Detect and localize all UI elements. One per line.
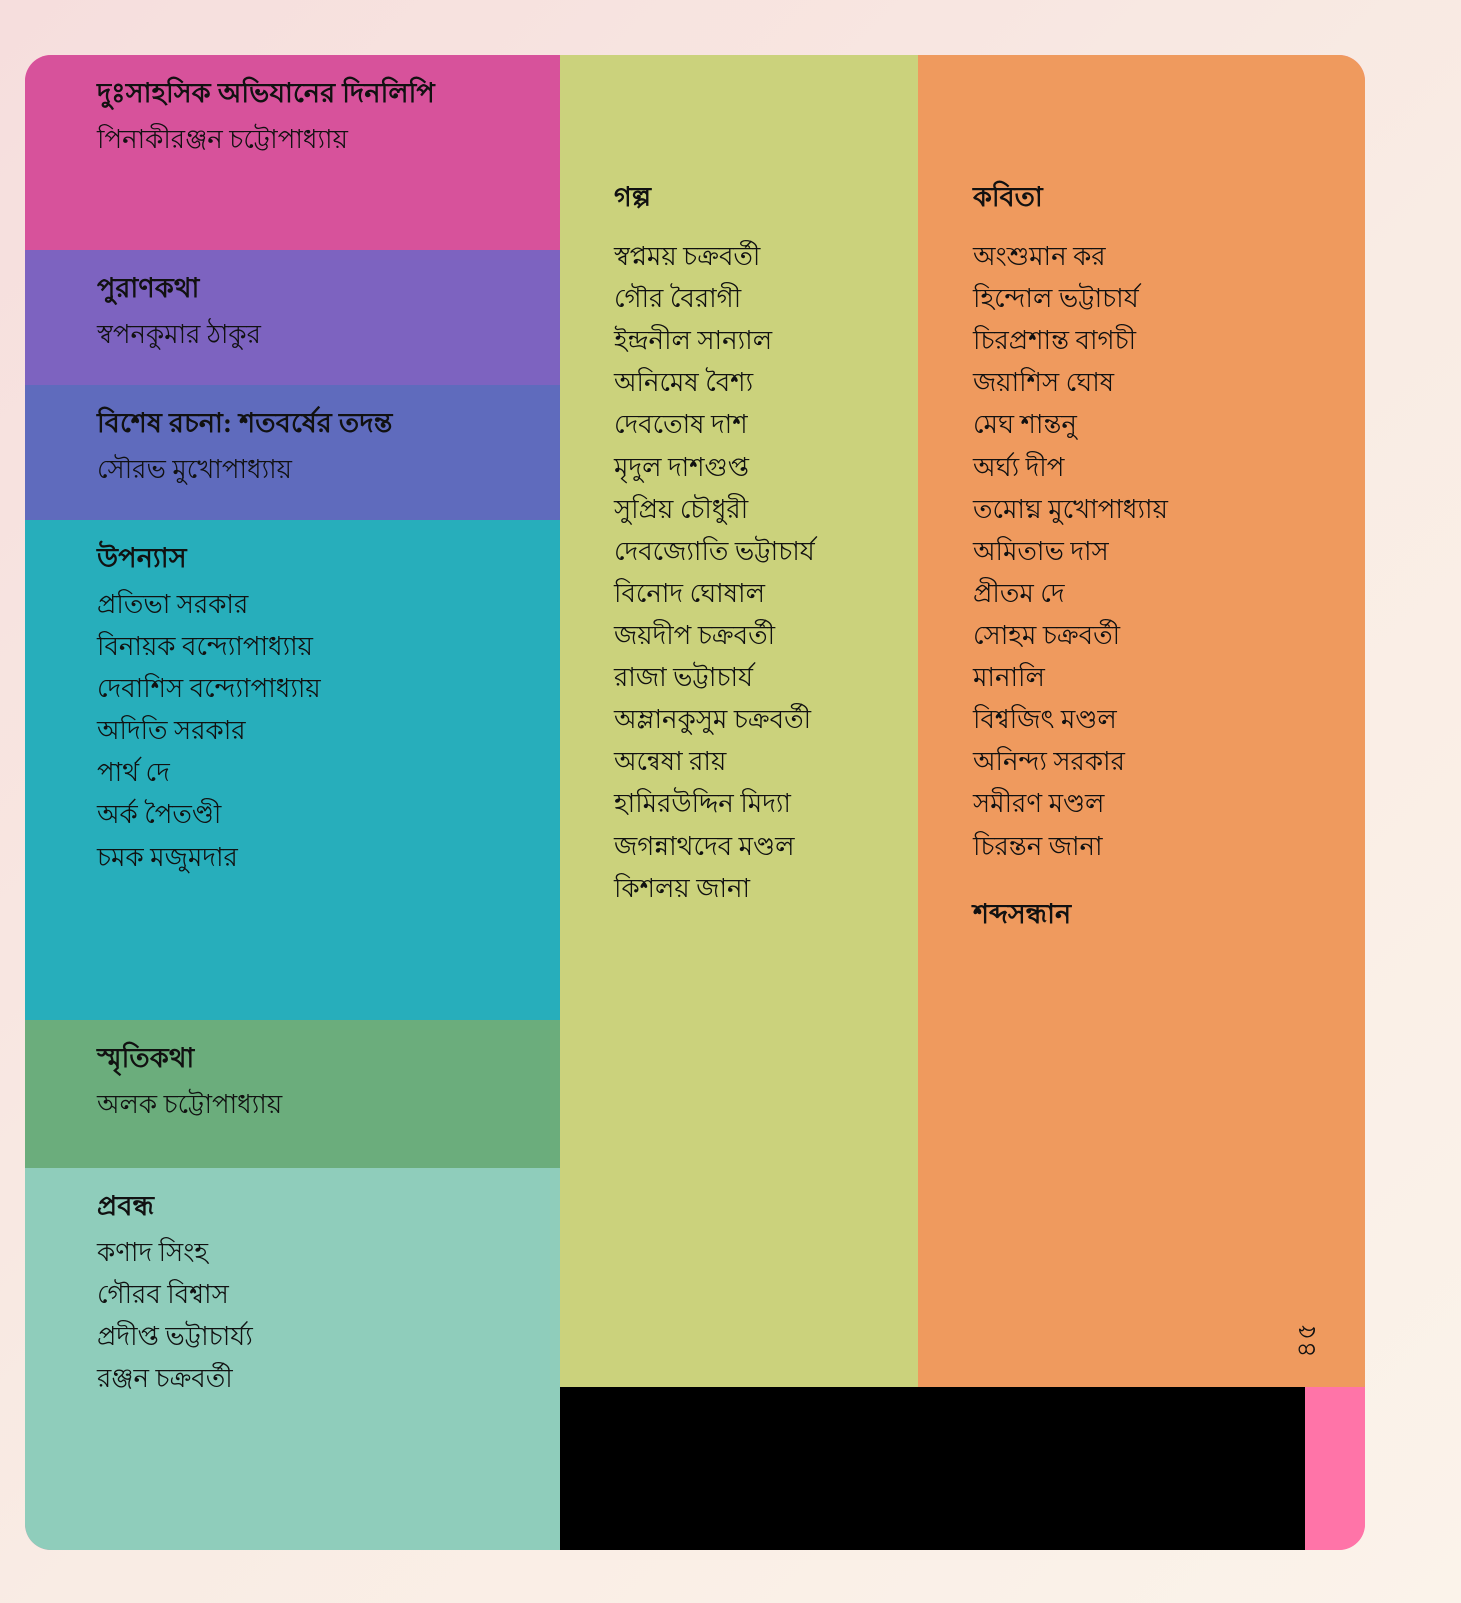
contributor-name: রাজা ভট্টাচার্য (614, 663, 754, 693)
section-heading: পুরাণকথা (97, 273, 200, 303)
section-heading: বিশেষ রচনা: শতবর্ষের তদন্ত (97, 408, 393, 438)
contributor-name: হিন্দোল ভট্টাচার্য (973, 284, 1139, 314)
contributor-name: ইন্দ্রনীল সান্যাল (614, 326, 773, 356)
contributor-name: জগন্নাথদেব মণ্ডল (614, 831, 795, 861)
contributor-name: সমীরণ মণ্ডল (973, 789, 1105, 819)
contributor-name: প্রীতম দে (973, 578, 1065, 608)
contributor-name: অন্বেষা রায় (614, 747, 727, 777)
contributor-name: অর্ঘ্য দীপ (973, 452, 1065, 482)
contributor-name: বিশ্বজিৎ মণ্ডল (973, 705, 1117, 735)
section-dinlipi (25, 55, 560, 250)
contributor-name: প্রদীপ্ত ভট্টাচার্য্য (97, 1322, 253, 1352)
contributor-name: অর্ক পৈতণ্ডী (97, 800, 222, 830)
contributor-name: দেবজ্যোতি ভট্টাচার্য (614, 536, 815, 566)
contributor-name: প্রতিভা সরকার (97, 589, 249, 619)
contributor-name: মৃদুল দাশগুপ্ত (614, 452, 749, 482)
contributor-name: হামিরউদ্দিন মিদ্যা (614, 789, 791, 819)
contributor-name: তমোঘ্ন মুখোপাধ্যায় (973, 494, 1168, 524)
section-kobita (918, 55, 1365, 1387)
section-heading: কবিতা (973, 182, 1043, 212)
contributor-name: স্বপ্নময় চক্রবর্তী (614, 242, 761, 271)
contributor-name: অলক চট্টোপাধ্যায় (97, 1089, 283, 1119)
contributor-name: বিনায়ক বন্দ্যোপাধ্যায় (97, 631, 313, 661)
section-prabandha (25, 1168, 560, 1550)
contributor-name: চিরন্তন জানা (973, 831, 1103, 861)
contributor-name: অমিতাভ দাস (973, 536, 1109, 566)
section-heading: উপন্যাস (97, 543, 187, 573)
contributor-name: চমক মজুমদার (97, 842, 238, 872)
section-uponyas (25, 520, 560, 1020)
contributor-name: গৌরব বিশ্বাস (97, 1279, 229, 1309)
section-heading: স্মৃতিকথা (97, 1043, 195, 1073)
contributor-name: মানালি (973, 663, 1045, 693)
section-heading: গল্প (614, 182, 651, 212)
redacted-area (560, 1387, 1305, 1550)
section-bishesh-rachana (25, 385, 560, 520)
section-heading: দুঃসাহসিক অভিযানের দিনলিপি (97, 78, 435, 108)
contributor-name: অংশুমান কর (973, 242, 1106, 271)
left-column (25, 55, 560, 1550)
page-number: ৪৫ (1292, 1322, 1321, 1358)
contributor-name: সুপ্রিয় চৌধুরী (614, 494, 749, 524)
contributor-name: সোহম চক্রবর্তী (973, 620, 1121, 650)
section-galpo (560, 55, 918, 1387)
contributor-name: জয়দীপ চক্রবর্তী (614, 620, 776, 650)
contributor-name: পার্থ দে (97, 758, 170, 788)
pink-edge-strip (1305, 1387, 1365, 1550)
contributor-name: দেবতোষ দাশ (614, 410, 748, 440)
contributor-name: দেবাশিস বন্দ্যোপাধ্যায় (97, 674, 321, 704)
contributor-name: সৌরভ মুখোপাধ্যায় (97, 454, 292, 484)
contributor-name: বিনোদ ঘোষাল (614, 578, 765, 608)
contributor-name: স্বপনকুমার ঠাকুর (97, 319, 261, 349)
section-heading-sabdasandhan: শব্দসন্ধান (973, 898, 1072, 929)
contributor-name: চিরপ্রশান্ত বাগচী (973, 326, 1137, 356)
contributor-name: জয়াশিস ঘোষ (973, 368, 1115, 398)
contributor-name: অদিতি সরকার (97, 716, 246, 746)
contributor-name: অম্লানকুসুম চক্রবর্তী (614, 705, 812, 735)
section-smritikatha (25, 1020, 560, 1168)
contributor-name: কণাদ সিংহ (97, 1237, 209, 1267)
contributor-name: অনিমেষ বৈশ্য (614, 368, 754, 398)
contributor-name: পিনাকীরঞ্জন চট্টোপাধ্যায় (97, 124, 348, 154)
contributor-name: মেঘ শান্তনু (973, 410, 1077, 440)
section-purankatha (25, 250, 560, 385)
contributor-name: রঞ্জন চক্রবর্তী (97, 1364, 233, 1394)
contributor-name: গৌর বৈরাগী (614, 284, 742, 314)
section-heading: প্রবন্ধ (97, 1191, 155, 1221)
contributor-name: কিশলয় জানা (614, 873, 751, 903)
contents-card (25, 55, 1365, 1550)
contributor-name: অনিন্দ্য সরকার (973, 747, 1125, 777)
